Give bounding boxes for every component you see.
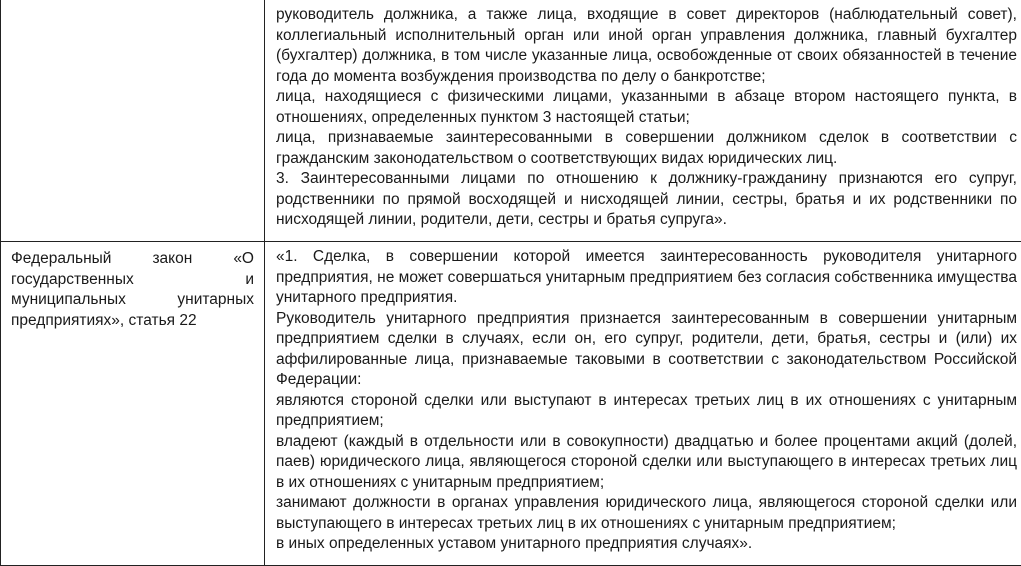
law-paragraph: занимают должности в органах управления юридического лица, являющегося стороной сделки или выступающего в интересах третьих лиц в их отношениях с унитарным предприятием; bbox=[276, 494, 1017, 532]
law-paragraph: лица, признаваемые заинтересованными в совершении должником сделок в соответствии с гражданским законодательством о соответствующих видах юридических лиц. bbox=[276, 129, 1017, 167]
law-text-block bbox=[265, 0, 1021, 235]
table-cell-law-text bbox=[265, 0, 1021, 242]
law-reference-text: Федеральный закон «О государственных и муниципальных унитарных предприятиях», статья 22 bbox=[11, 250, 254, 329]
law-paragraph: в иных определенных уставом унитарного предприятия случаях». bbox=[276, 535, 753, 552]
law-paragraph: лица, находящиеся с физическими лицами, указанными в абзаце втором настоящего пункта, в отношениях, определенных пунктом 3 настоящей статьи; bbox=[276, 88, 1017, 126]
law-paragraph: являются стороной сделки или выступают в интересах третьих лиц в их отношениях с унитарным предприятием; bbox=[276, 391, 1017, 429]
table-cell-law-reference bbox=[1, 0, 265, 242]
law-paragraph: 3. Заинтересованными лицами по отношению к должнику-гражданину признаются его супруг, родственники по прямой восходящей и нисходящей линии, сестры, братья и их родственники по нисходящей линии, родители, дети, сестры и братья супруга». bbox=[276, 170, 1017, 228]
law-reference-text bbox=[1, 0, 264, 11]
law-paragraph: Руководитель унитарного предприятия признается заинтересованным в совершении унитарным предприятием сделки в случаях, если он, его супруг, родители, дети, братья, сестры и (или) их аффилированные лица, признаваемые таковыми в соответствии с законодательством Российской Федерации: bbox=[276, 309, 1017, 388]
law-paragraph: руководитель должника, а также лица, входящие в совет директоров (наблюдательный совет), коллегиальный исполнительный орган или иной орган управления должника, главный бухгалтер (бухгалтер) должника, в том числе указанные лица, освобожденные от своих обязанностей в течение года до момента возбуждения производства по делу о банкротстве; bbox=[276, 6, 1017, 85]
table-cell-law-text bbox=[265, 242, 1021, 566]
law-paragraph: владеют (каждый в отдельности или в совокупности) двадцатью и более процентами акций (долей, паев) юридического лица, являющегося стороной сделки или выступающего в интересах третьих лиц в их отношениях с унитарным предприятием; bbox=[276, 432, 1017, 491]
table-row bbox=[1, 0, 1021, 242]
table-cell-law-reference bbox=[1, 242, 265, 566]
law-paragraph: «1. Сделка, в совершении которой имеется заинтересованность руководителя унитарного предприятия, не может совершаться унитарным предприятием без согласия собственника имущества унитарного предприятия. bbox=[276, 248, 1017, 306]
law-text-block bbox=[265, 242, 1021, 559]
table-row bbox=[1, 242, 1021, 566]
